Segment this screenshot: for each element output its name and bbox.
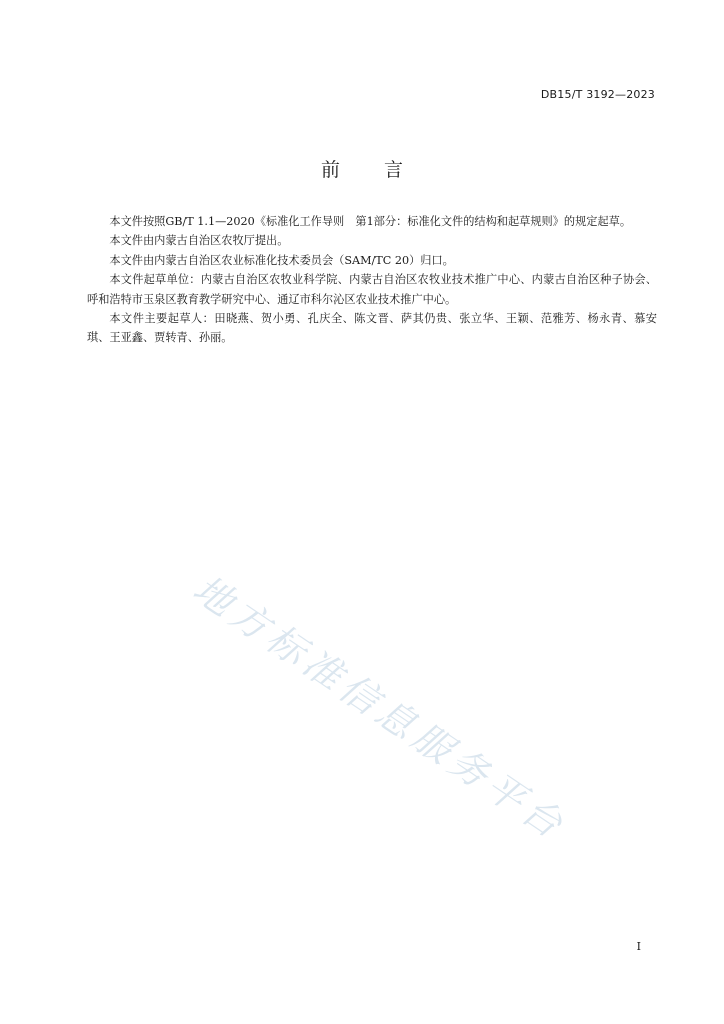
paragraph-proposer: 本文件由内蒙古自治区农牧厅提出。 — [109, 234, 289, 248]
foreword-body — [87, 212, 657, 348]
paragraph-technical-committee: 本文件由内蒙古自治区农业标准化技术委员会（SAM/TC 20）归口。 — [109, 253, 454, 267]
paragraph-drafting-units: 本文件起草单位：内蒙古自治区农牧业科学院、内蒙古自治区农牧业技术推广中心、内蒙古自治区种子协会、呼和浩特市玉泉区教育教学研究中心、通辽市科尔沁区农业技术推广中心。 — [87, 273, 657, 306]
document-code: DB15/T 3192—2023 — [540, 88, 655, 101]
paragraph-drafting-basis: 本文件按照GB/T 1.1—2020《标准化工作导则 第1部分：标准化文件的结构和起草规则》的规定起草。 — [109, 215, 632, 228]
page-number: I — [636, 940, 641, 953]
page-title: 前言 — [320, 159, 447, 181]
watermark: 地方标准信息服务平台 — [185, 566, 575, 850]
paragraph-main-drafters: 本文件主要起草人：田晓燕、贺小勇、孔庆全、陈文晋、萨其仍贵、张立华、王颖、范雅芳、杨永青、慕安琪、王亚鑫、贾转青、孙丽。 — [87, 312, 657, 345]
